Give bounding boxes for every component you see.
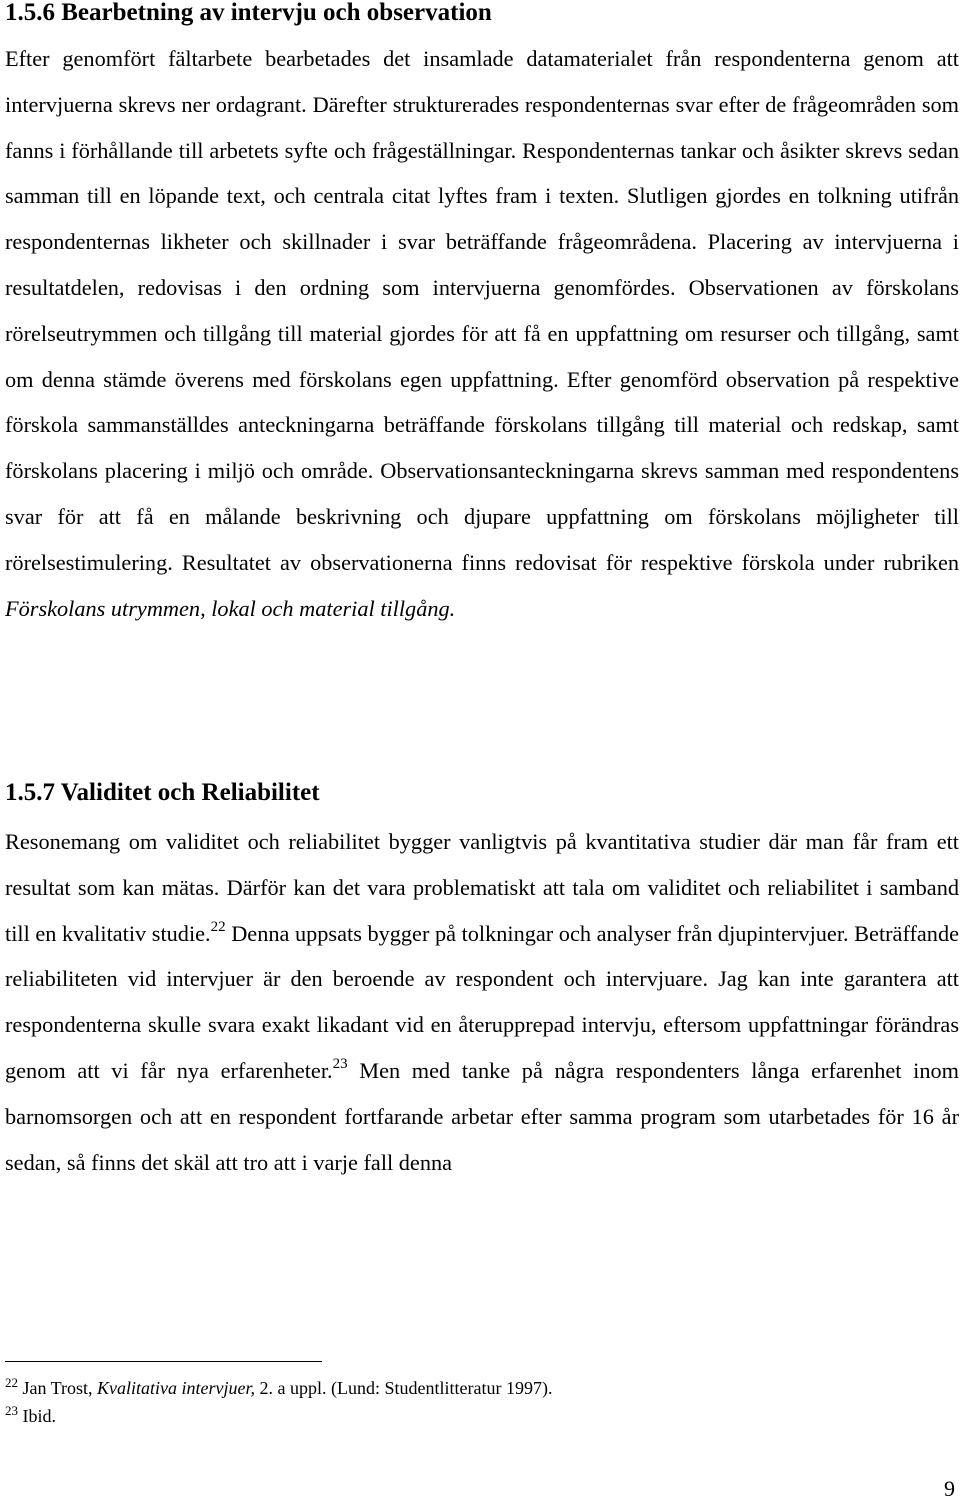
footnote-text: 2. a uppl. (Lund: Studentlitteratur 1997). — [255, 1378, 553, 1398]
footnote-separator — [5, 1361, 322, 1362]
footnote-text: Ibid. — [18, 1406, 56, 1426]
italic-subsection-title: Förskolans utrymmen, lokal och material tillgång. — [5, 595, 456, 621]
paragraph-validitet-text-c: Men med tanke på några respondenters långa erfarenhet inom barnomsorgen och att en respondent fortfarande arbetar efter samma program som utarbetades för 16 år sedan, så finns det skäl att tro att i varje fall denna — [5, 1057, 959, 1175]
section-heading-1-5-7: 1.5.7 Validitet och Reliabilitet — [5, 779, 320, 806]
footnote-text: Jan Trost, — [18, 1378, 98, 1398]
footnotes — [5, 1374, 959, 1430]
footnote-number: 23 — [5, 1403, 18, 1418]
page-number: 9 — [944, 1476, 955, 1501]
paragraph-validitet — [5, 819, 959, 1185]
footnote-22 — [5, 1374, 959, 1402]
footnote-23 — [5, 1402, 959, 1430]
paragraph-validitet-text-b: Denna uppsats bygger på tolkningar och analyser från djupintervjuer. Beträffande reliabiliteten vid intervjuer är den beroende av respondent och intervjuare. Jag kan inte garantera att respondenterna skulle svara exakt likadant vid en återupprepad intervju, eftersom uppfattningar förändras genom att vi får nya erfarenheter. — [5, 920, 959, 1083]
footnote-book-title: Kvalitativa intervjuer, — [97, 1378, 256, 1398]
section-heading-1-5-6: 1.5.6 Bearbetning av intervju och observation — [5, 0, 492, 26]
paragraph-bearbetning — [5, 36, 959, 631]
paragraph-bearbetning-text: Efter genomfört fältarbete bearbetades det insamlade datamaterialet från respondenterna genom att intervjuerna skrevs ner ordagrant. Därefter strukturerades respondenternas svar efter de frågeområden som fanns i förhållande till arbetets syfte och frågeställningar. Respondenternas tankar och åsikter skrevs sedan samman till en löpande text, och centrala citat lyftes fram i texten. Slutligen gjordes en tolkning utifrån respondenternas likheter och skillnader i svar beträffande frågeområdena. Placering av intervjuerna i resultatdelen, redovisas i den ordning som intervjuerna genomfördes. Observationen av förskolans rörelseutrymmen och tillgång till material gjordes för att få en uppfattning om resurser och tillgång, samt om denna stämde överens med förskolans egen uppfattning. Efter genomförd observation på respektive förskola sammanställdes anteckningarna beträffande förskolans tillgång till material och redskap, samt förskolans placering i miljö och område. Observationsanteckningarna skrevs samman med respondentens svar för att få en målande beskrivning och djupare uppfattning om förskolans möjligheter till rörelsestimulering. Resultatet av observationerna finns redovisat för respektive förskola under rubriken — [5, 46, 959, 575]
footnote-ref-22[interactable]: 22 — [210, 918, 226, 935]
footnote-ref-23[interactable]: 23 — [332, 1055, 348, 1072]
footnote-number: 22 — [5, 1375, 18, 1390]
paragraph-validitet-text-a: Resonemang om validitet och reliabilitet bygger vanligtvis på kvantitativa studier där man får fram ett resultat som kan mätas. Därför kan det vara problematiskt att tala om validitet och reliabilitet i samband till en kvalitativ studie. — [5, 829, 959, 946]
